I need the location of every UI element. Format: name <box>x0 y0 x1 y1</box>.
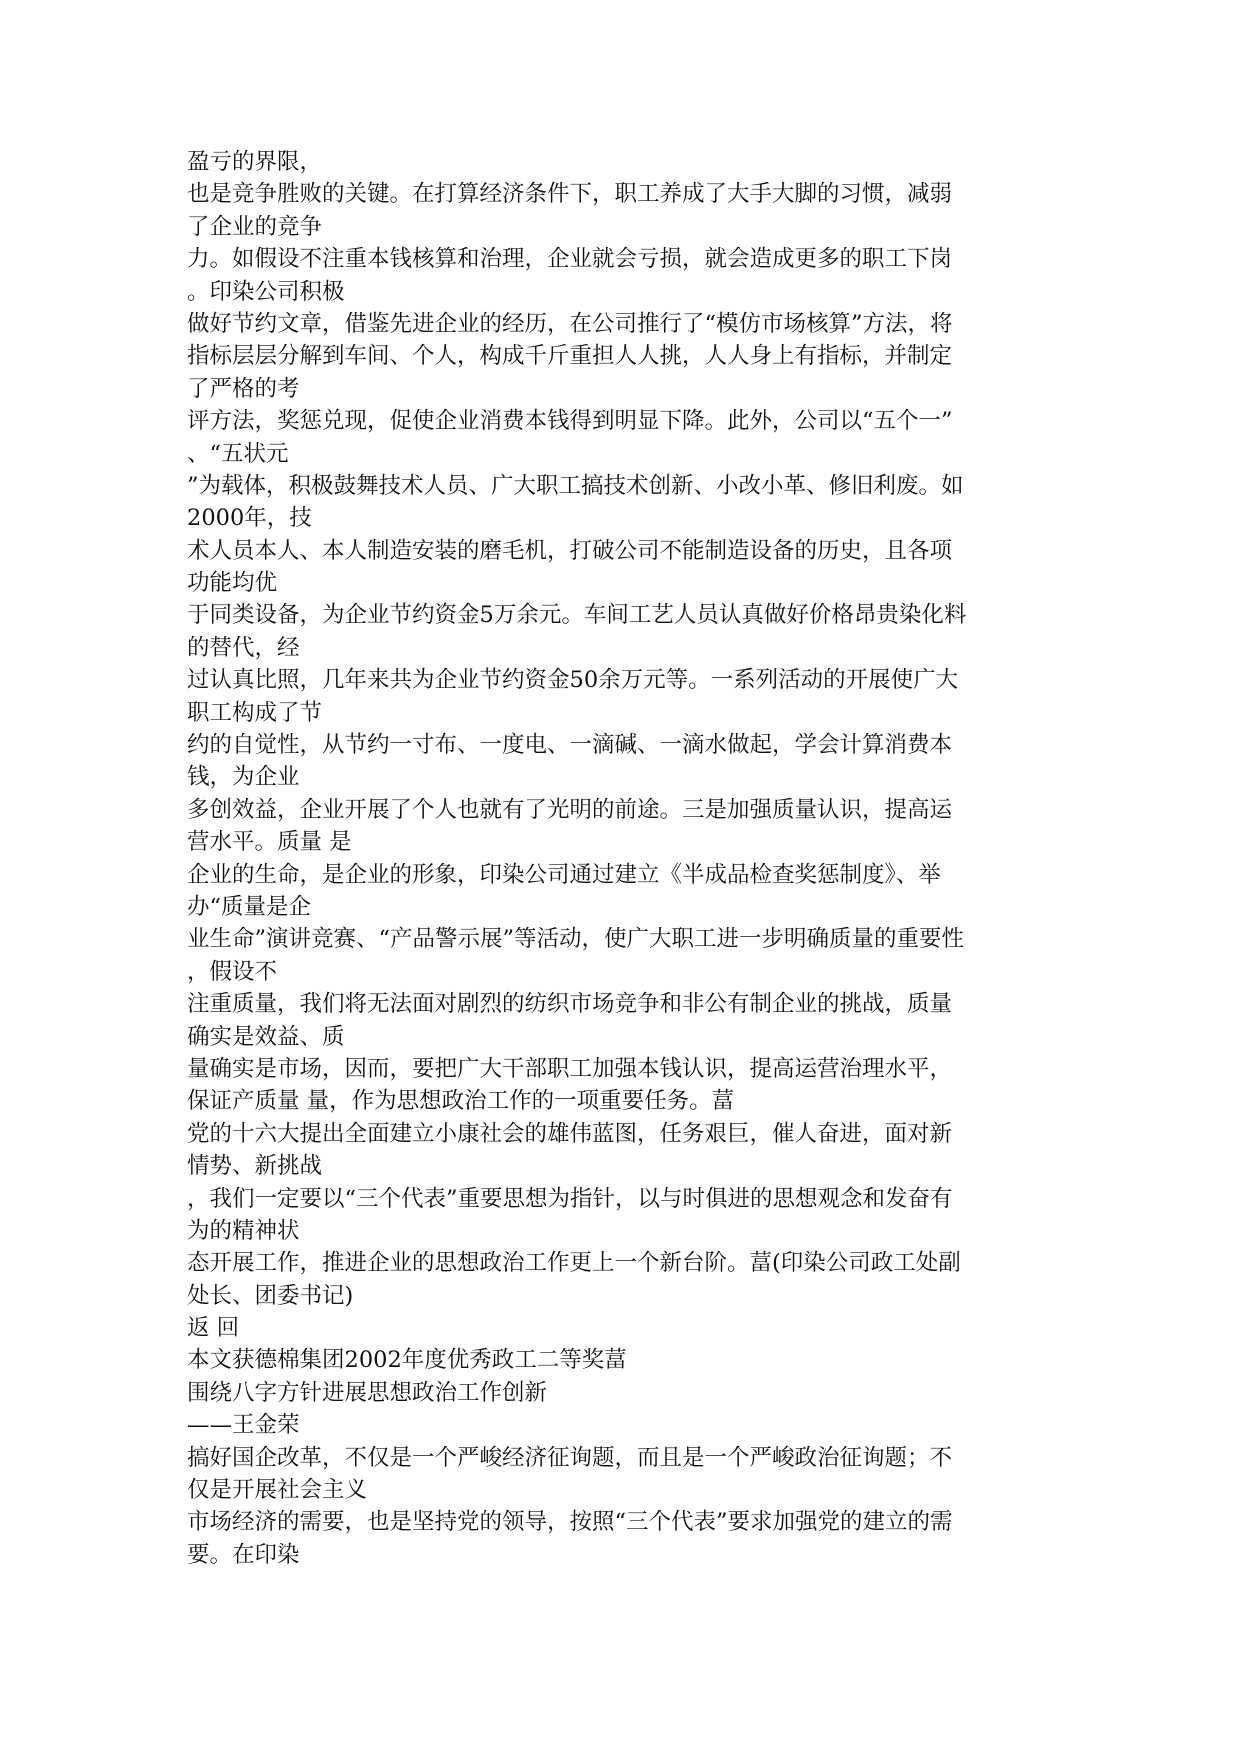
text-line: 企业的生命，是企业的形象，印染公司通过建立《半成品检查奖惩制度》、举 <box>187 861 941 888</box>
text-line: 职工构成了节 <box>187 699 323 726</box>
text-line: 办“质量是企 <box>187 893 312 920</box>
text-line: 做好节约文章，借鉴先进企业的经历，在公司推行了“模仿市场核算”方法，将 <box>187 310 953 337</box>
text-line: 要。在印染 <box>187 1541 300 1568</box>
text-line: 力。如假设不注重本钱核算和治理，企业就会亏损，就会造成更多的职工下岗 <box>187 246 953 273</box>
text-line: 了企业的竞争 <box>187 213 323 240</box>
return-link[interactable]: 返 回 <box>187 1315 240 1342</box>
text-line: 评方法，奖惩兑现，促使企业消费本钱得到明显下降。此外，公司以“五个一” <box>187 408 953 435</box>
text-line: ，假设不 <box>187 958 278 985</box>
text-line: 功能均优 <box>187 570 278 597</box>
text-line: 为的精神状 <box>187 1217 300 1244</box>
text-line: 的替代，经 <box>187 634 300 661</box>
text-line: 也是竞争胜败的关键。在打算经济条件下，职工养成了大手大脚的习惯，减弱 <box>187 181 953 208</box>
text-line: 仅是开展社会主义 <box>187 1477 368 1504</box>
text-line: 情势、新挑战 <box>187 1153 323 1180</box>
text-line: 多创效益，企业开展了个人也就有了光明的前途。三是加强质量认识，提高运 <box>187 796 953 823</box>
text-line: 态开展工作，推进企业的思想政治工作更上一个新台阶。葍(印染公司政工处副 <box>187 1250 961 1277</box>
text-line: 市场经济的需要，也是坚持党的领导，按照“三个代表”要求加强党的建立的需 <box>187 1509 953 1536</box>
text-line: 于同类设备，为企业节约资金5万余元。车间工艺人员认真做好价格昂贵染化料 <box>187 602 967 629</box>
text-line: 术人员本人、本人制造安装的磨毛机，打破公司不能制造设备的历史，且各项 <box>187 537 953 564</box>
text-line: ，我们一定要以“三个代表”重要思想为指针，以与时俱进的思想观念和发奋有 <box>187 1185 953 1212</box>
text-line: 了严格的考 <box>187 375 300 402</box>
text-line: 搞好国企改革，不仅是一个严峻经济征询题，而且是一个严峻政治征询题；不 <box>187 1444 953 1471</box>
text-line: 保证产质量 量，作为思想政治工作的一项重要任务。葍 <box>187 1088 735 1115</box>
article-author: ——王金荣 <box>187 1412 300 1439</box>
article-title: 围绕八字方针进展思想政治工作创新 <box>187 1379 548 1406</box>
text-line: 约的自觉性，从节约一寸布、一度电、一滴碱、一滴水做起，学会计算消费本 <box>187 732 953 759</box>
text-line: 盈亏的界限， <box>187 149 323 175</box>
text-line: 2000年，技 <box>187 505 312 532</box>
text-line: 业生命”演讲竞赛、“产品警示展”等活动，使广大职工进一步明确质量的重要性 <box>187 926 965 953</box>
text-line: 、“五状元 <box>187 440 289 467</box>
text-line: 营水平。质量 是 <box>187 829 352 856</box>
text-line: 量确实是市场，因而，要把广大干部职工加强本钱认识，提高运营治理水平， <box>187 1055 953 1082</box>
text-line: 处长、团委书记) <box>187 1282 354 1309</box>
text-line: 党的十六大提出全面建立小康社会的雄伟蓝图，任务艰巨，催人奋进，面对新 <box>187 1120 953 1147</box>
award-note: 本文获德棉集团2002年度优秀政工二等奖葍 <box>187 1347 627 1374</box>
text-line: 钱，为企业 <box>187 764 300 791</box>
text-line: 指标层层分解到车间、个人，构成千斤重担人人挑，人人身上有指标，并制定 <box>187 343 953 370</box>
text-line: 。印染公司积极 <box>187 278 345 305</box>
document-body <box>187 146 1057 1571</box>
text-line: ”为载体，积极鼓舞技术人员、广大职工搞技术创新、小改小革、修旧利废。如 <box>187 472 964 499</box>
text-line: 过认真比照，几年来共为企业节约资金50余万元等。一系列活动的开展使广大 <box>187 667 959 694</box>
text-line: 确实是效益、质 <box>187 1023 345 1050</box>
text-line: 注重质量，我们将无法面对剧烈的纺织市场竞争和非公有制企业的挑战，质量 <box>187 991 953 1018</box>
